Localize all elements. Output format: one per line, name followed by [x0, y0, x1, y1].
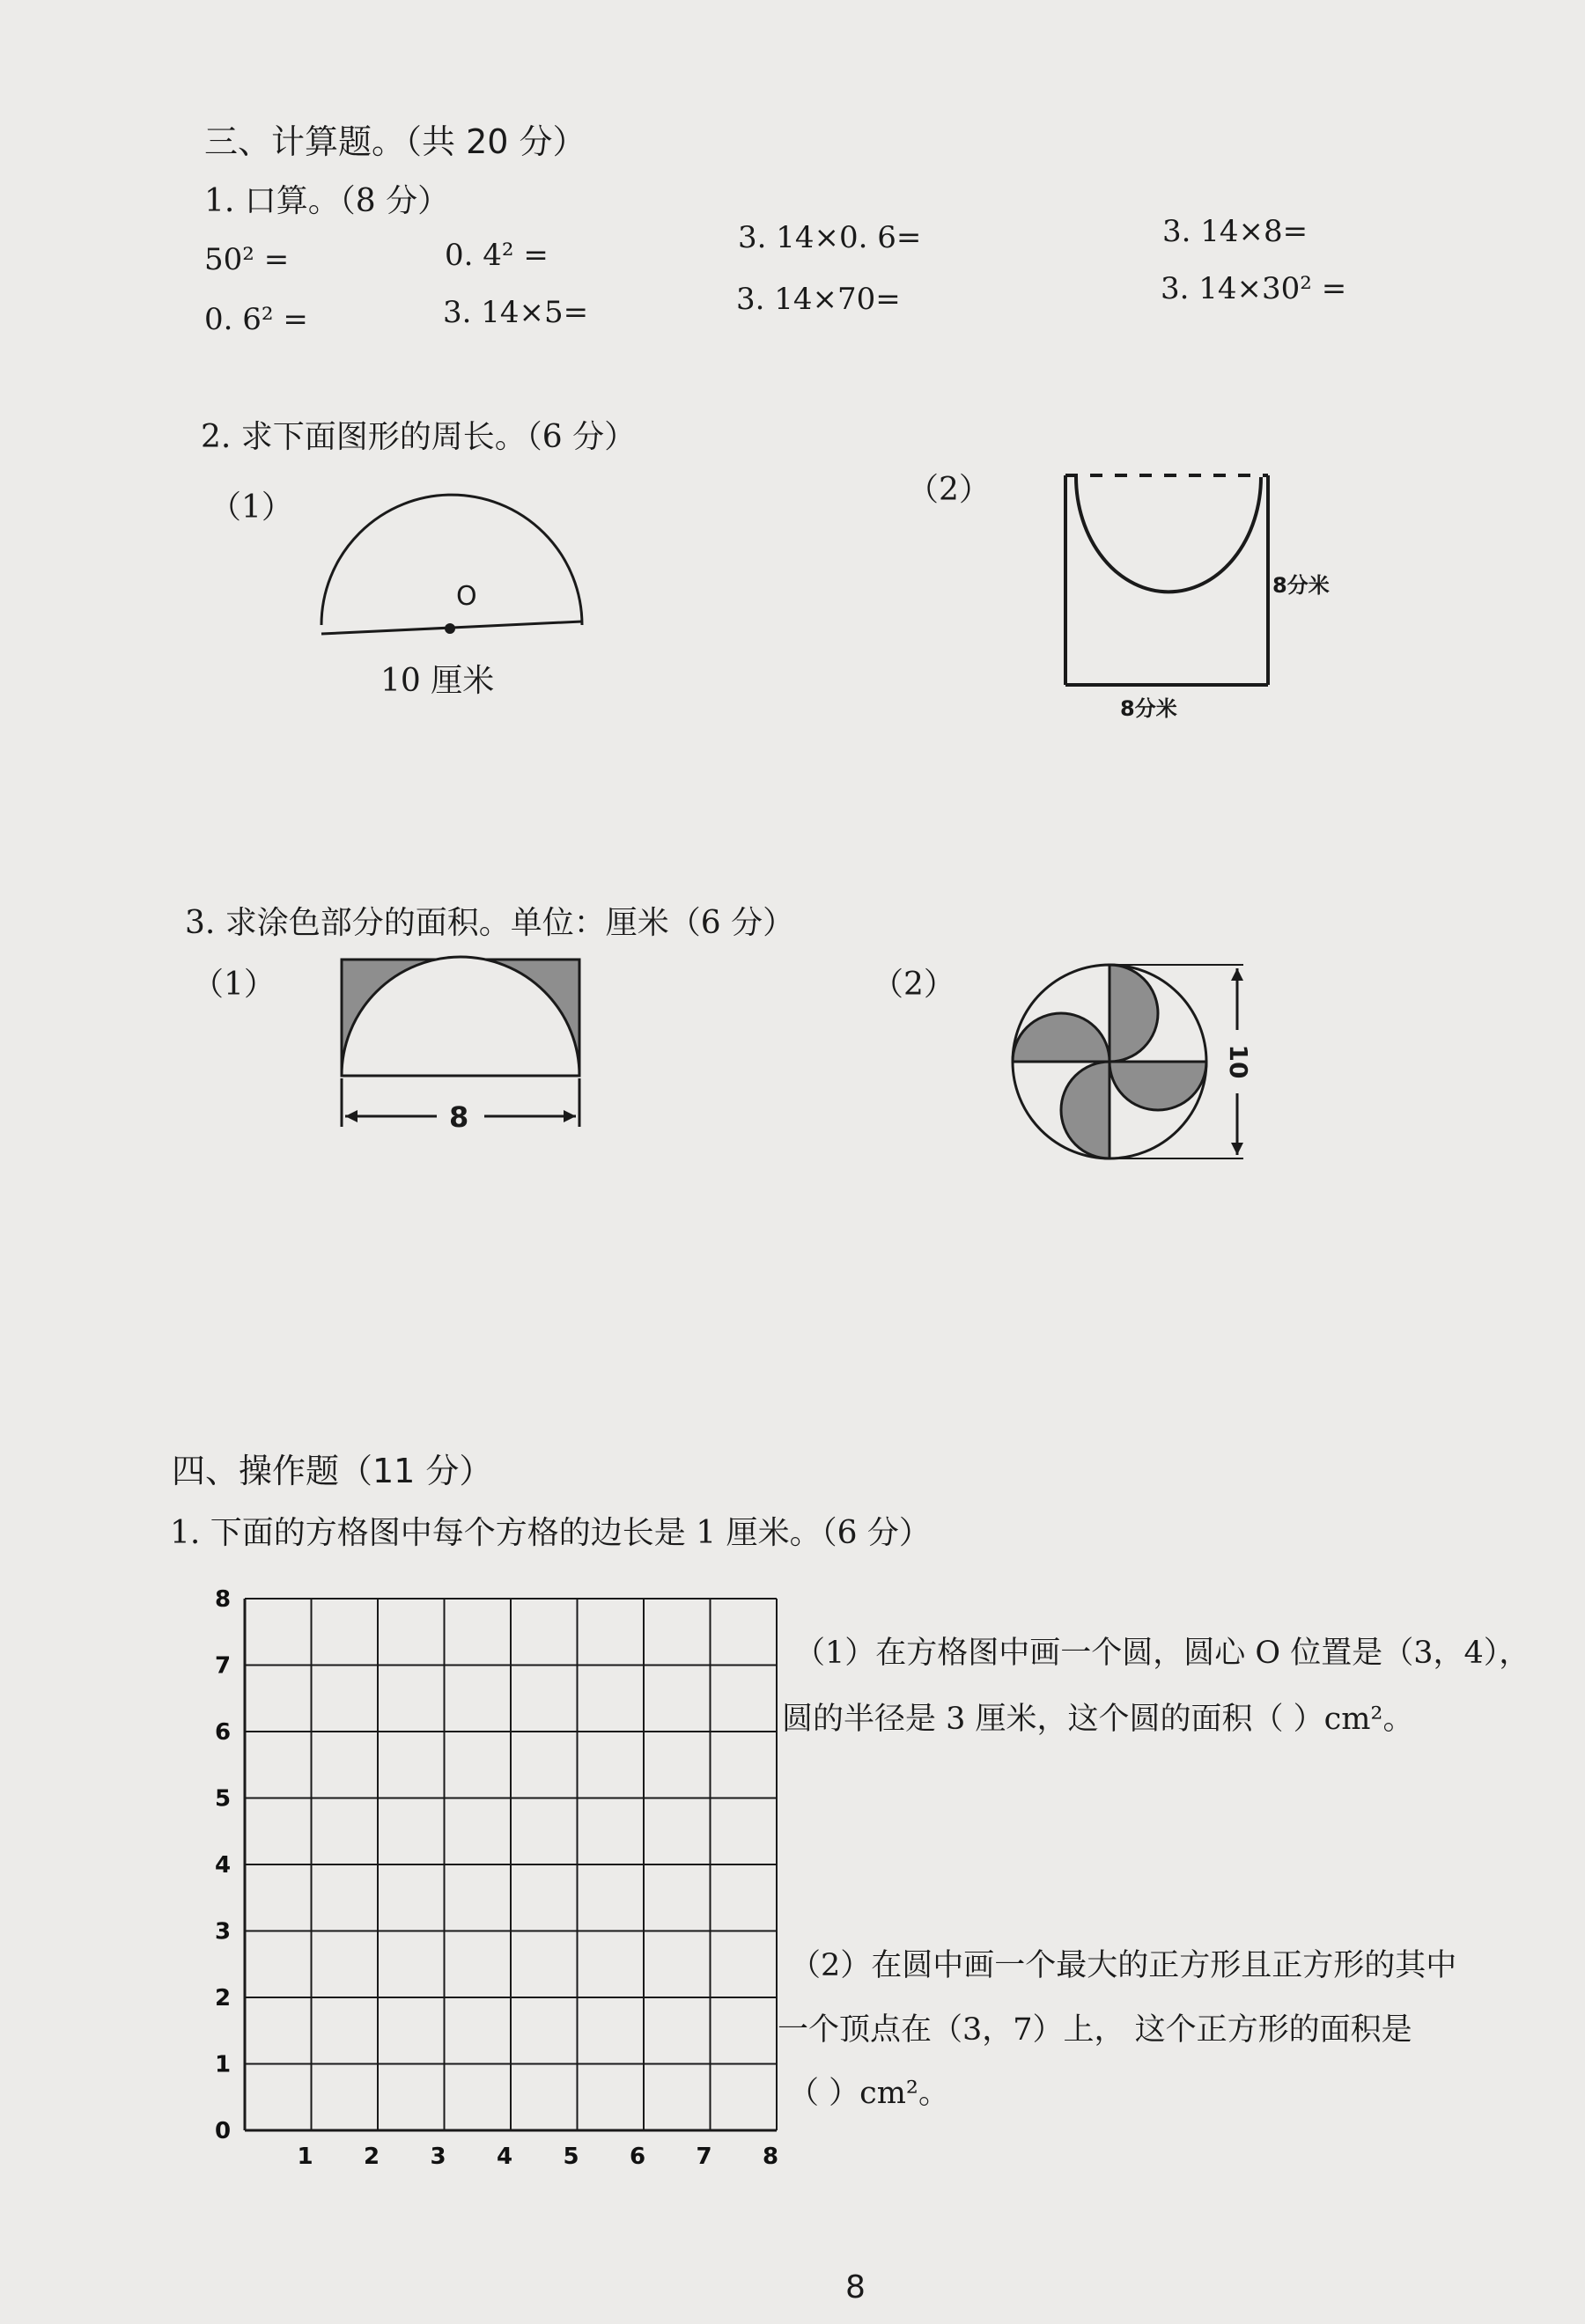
x-tick-label: 1: [297, 2144, 313, 2170]
x-tick-label: 6: [630, 2144, 646, 2170]
page-number: 8: [845, 2269, 866, 2306]
mental-item: 50² =: [204, 242, 290, 277]
y-tick-label: 5: [215, 1785, 232, 1813]
x-tick-label: 3: [430, 2144, 446, 2170]
y-tick-label: 3: [215, 1918, 232, 1945]
p1-line1: （1）在方格图中画一个圆，圆心 O 位置是（3，4），: [794, 1636, 1530, 1671]
diameter-label: 10 厘米: [380, 663, 495, 699]
y-tick-label: 1: [215, 2051, 232, 2078]
y-tick-label: 4: [215, 1852, 232, 1879]
p2-line1: （2）在圆中画一个最大的正方形且正方形的其中: [790, 1948, 1457, 1983]
side-label: 8分米: [1272, 573, 1330, 598]
diameter-ten-label: 10: [1224, 1044, 1253, 1079]
p2-line2: 一个顶点在（3，7）上， 这个正方形的面积是: [778, 2012, 1412, 2048]
y-tick-label: 8: [215, 1586, 232, 1613]
x-tick-label: 2: [364, 2144, 380, 2170]
p1-line2: 圆的半径是 3 厘米，这个圆的面积（ ）cm²。: [782, 1702, 1414, 1737]
x-tick-label: 4: [497, 2144, 513, 2170]
section4-title: 四、操作题（11 分）: [172, 1452, 493, 1490]
x-tick-label: 7: [696, 2144, 712, 2170]
q1-title: 1. 口算。（8 分）: [204, 183, 450, 219]
q4-1-title: 1. 下面的方格图中每个方格的边长是 1 厘米。（6 分）: [170, 1515, 931, 1551]
mental-item: 3. 14×0. 6=: [738, 220, 922, 255]
bottom-label: 8分米: [1120, 696, 1177, 721]
rect-width-label: 8: [449, 1100, 469, 1134]
mental-item: 0. 6² =: [204, 302, 308, 337]
x-tick-label: 5: [563, 2144, 579, 2170]
q3-title: 3. 求涂色部分的面积。单位：厘米（6 分）: [185, 905, 795, 941]
mental-item: 3. 14×5=: [443, 295, 589, 330]
fig1-num: （1）: [210, 489, 293, 526]
q2-title: 2. 求下面图形的周长。（6 分）: [201, 419, 637, 455]
x-tick-label: 8: [763, 2144, 779, 2170]
mental-item: 3. 14×8=: [1162, 214, 1309, 249]
mental-item: 0. 4² =: [445, 238, 549, 273]
y-tick-label: 7: [215, 1652, 232, 1680]
p2-line3: （ ）cm²。: [788, 2076, 949, 2111]
y-tick-label: 6: [215, 1719, 232, 1746]
y-tick-label: 2: [215, 1985, 232, 2011]
q3-fig1-num: （1）: [192, 967, 276, 1003]
center-label: O: [456, 581, 477, 612]
fig2-num: （2）: [907, 472, 991, 508]
q3-fig2-num: （2）: [872, 967, 955, 1003]
section3-title: 三、计算题。（共 20 分）: [204, 122, 586, 161]
mental-item: 3. 14×70=: [736, 282, 901, 317]
y-tick-label: 0: [215, 2118, 232, 2144]
mental-item: 3. 14×30² =: [1161, 271, 1347, 306]
